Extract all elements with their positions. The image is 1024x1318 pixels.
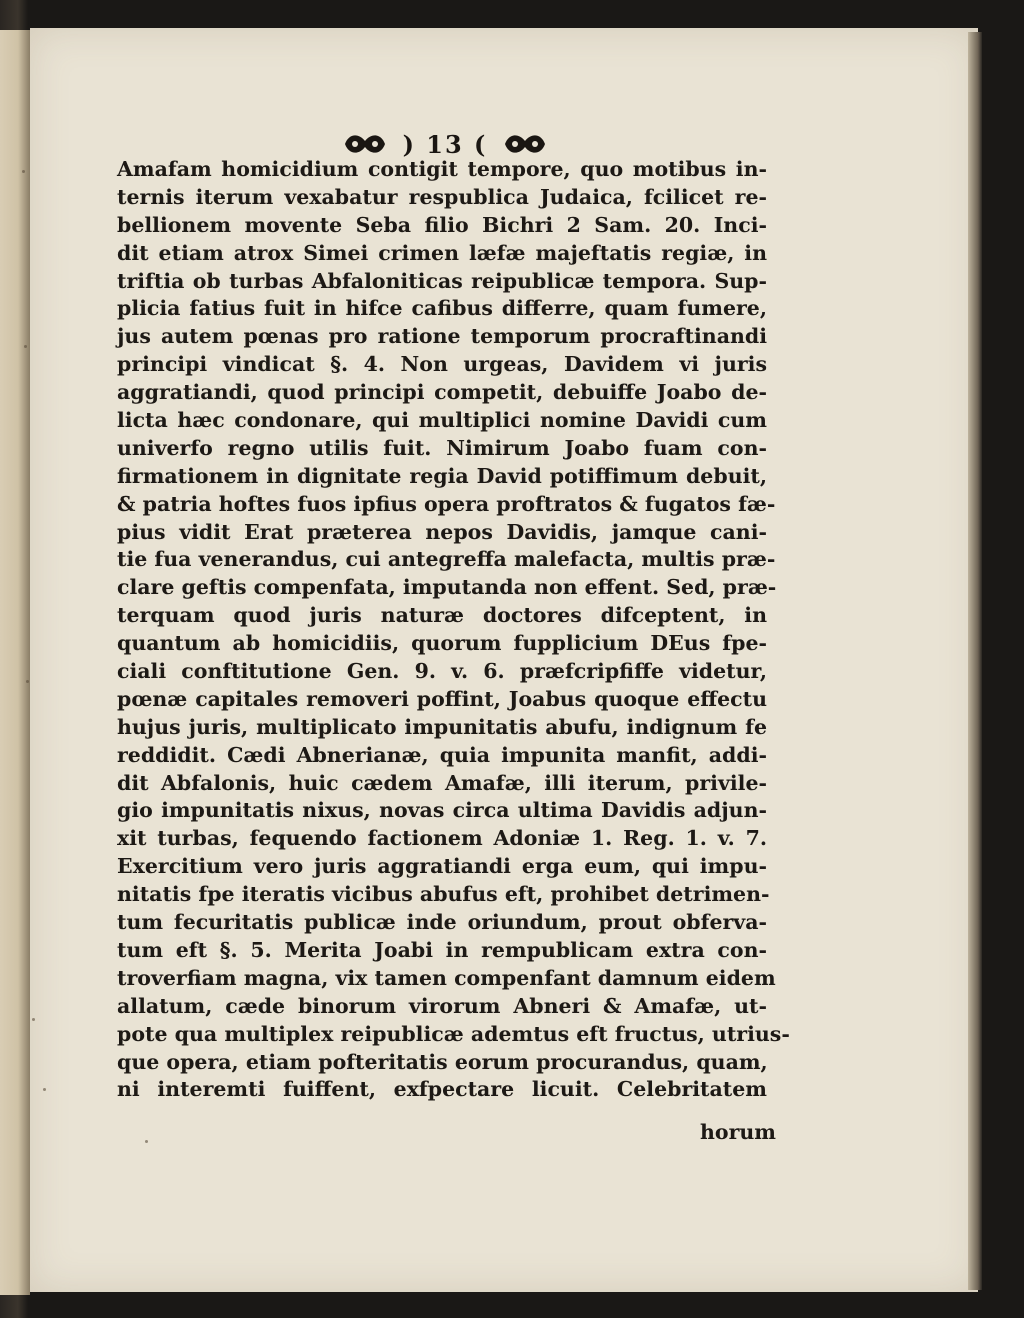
- body-text: [117, 156, 790, 1104]
- text-line: ciali conftitutione Gen. 9. v. 6. præfcripfiffe videtur,: [117, 659, 767, 684]
- speck: [24, 345, 27, 348]
- text-line: troverfiam magna, vix tamen compenfant damnum eidem: [117, 965, 776, 990]
- text-line: & patria hoftes fuos ipfius opera proftratos & fugatos fæ-: [117, 491, 776, 516]
- page-number: ) 13 (: [402, 129, 488, 159]
- text-line: reddidit. Cædi Abnerianæ, quia impunita manfit, addi-: [117, 742, 767, 767]
- text-line: ni interemti fuiffent, exfpectare licuit. Celebritatem: [117, 1077, 767, 1102]
- text-line: aggratiandi, quod principi competit, debuiffe Joabo de-: [117, 380, 767, 405]
- text-line: univerfo regno utilis fuit. Nimirum Joabo fuam con-: [117, 435, 767, 460]
- text-line: nitatis fpe iteratis vicibus abufus eft, prohibet detrimen-: [117, 882, 770, 907]
- text-line: Amafam homicidium contigit tempore, quo motibus in-: [117, 157, 767, 181]
- text-line: principi vindicat §. 4. Non urgeas, Davidem vi juris: [117, 352, 767, 377]
- previous-page-edge: [0, 30, 30, 1295]
- text-line: que opera, etiam pofteritatis eorum procurandus, quam,: [117, 1049, 768, 1074]
- text-line: quantum ab homicidiis, quorum fupplicium DEus fpe-: [117, 631, 767, 656]
- text-line: xit turbas, fequendo factionem Adoniæ 1. Reg. 1. v. 7.: [117, 826, 767, 851]
- text-line: tie fua venerandus, cui antegreffa malefacta, multis præ-: [117, 547, 776, 572]
- text-line: hujus juris, multiplicato impunitatis abufu, indignum fe: [117, 714, 767, 739]
- catchword: horum: [700, 1120, 776, 1144]
- speck: [32, 1018, 35, 1021]
- ornament-left-icon: [341, 131, 389, 157]
- text-line: allatum, cæde binorum virorum Abneri & Amafæ, ut-: [117, 993, 767, 1018]
- text-line: licta hæc condonare, qui multiplici nomine Davidi cum: [117, 408, 767, 433]
- speck: [145, 1140, 148, 1143]
- ornament-right-icon: [501, 131, 549, 157]
- text-line: ternis iterum vexabatur respublica Judaica, fcilicet re-: [117, 184, 767, 209]
- speck: [22, 170, 25, 173]
- text-line: triftia ob turbas Abfaloniticas reipublicæ tempora. Sup-: [117, 268, 767, 293]
- speck: [26, 680, 29, 683]
- text-line: gio impunitatis nixus, novas circa ultima Davidis adjun-: [117, 798, 767, 823]
- text-line: bellionem movente Seba filio Bichri 2 Sam. 20. Inci-: [117, 212, 767, 237]
- text-line: plicia fatius fuit in hifce cafibus differre, quam fumere,: [117, 296, 767, 321]
- text-line: terquam quod juris naturæ doctores difceptent, in: [117, 603, 767, 628]
- text-line: pote qua multiplex reipublicæ ademtus eft fructus, utrius-: [117, 1021, 790, 1046]
- text-line: tum fecuritatis publicæ inde oriundum, prout obferva-: [117, 910, 767, 935]
- page-gutter-shadow: [968, 32, 982, 1290]
- text-line: dit etiam atrox Simei crimen læfæ majeftatis regiæ, in: [117, 240, 767, 265]
- text-line: clare geftis compenfata, imputanda non effent. Sed, præ-: [117, 575, 777, 600]
- speck: [43, 1088, 46, 1091]
- text-line: pœnæ capitales removeri poffint, Joabus quoque effectu: [117, 686, 767, 711]
- text-line: pius vidit Erat præterea nepos Davidis, jamque cani-: [117, 519, 767, 544]
- text-line: jus autem pœnas pro ratione temporum procraftinandi: [117, 324, 767, 349]
- text-line: firmationem in dignitate regia David potiffimum debuit,: [117, 463, 767, 488]
- text-line: tum eft §. 5. Merita Joabi in rempublicam extra con-: [117, 937, 767, 962]
- text-line: Exercitium vero juris aggratiandi erga eum, qui impu-: [117, 854, 767, 879]
- text-line: dit Abfalonis, huic cædem Amafæ, illi iterum, privile-: [117, 770, 767, 795]
